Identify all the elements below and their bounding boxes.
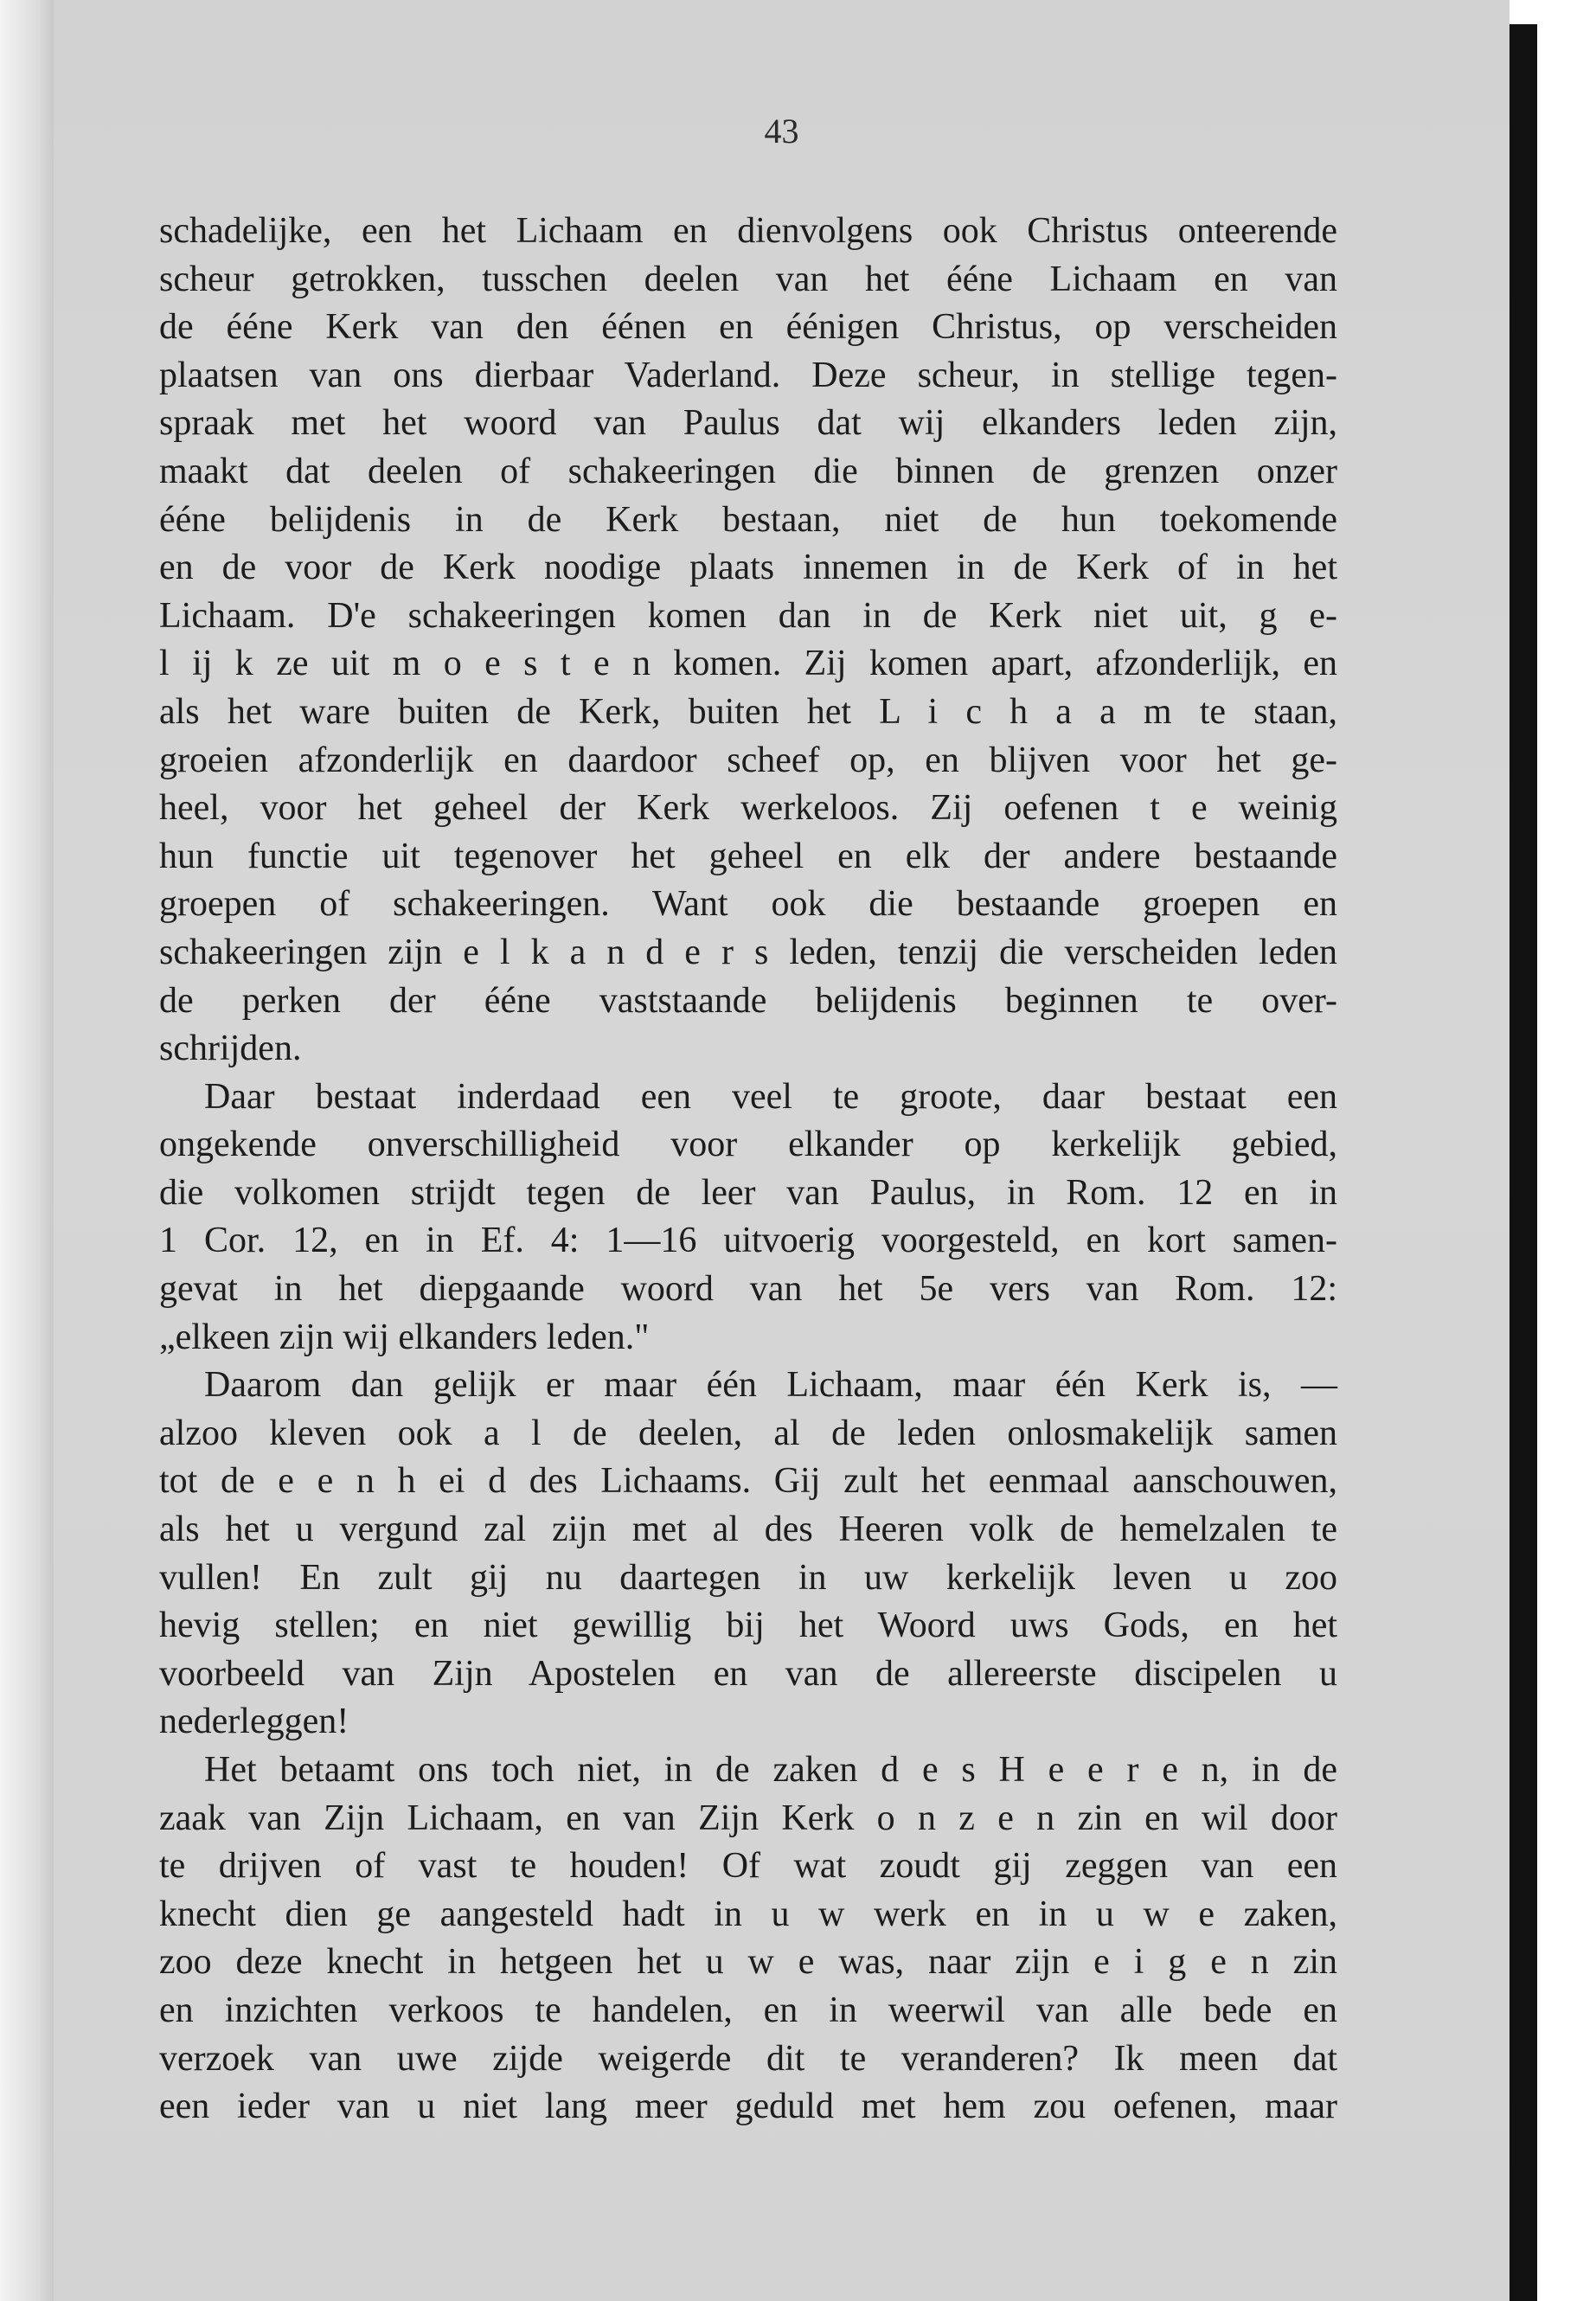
text-line: 1 Cor. 12, en in Ef. 4: 1—16 uitvoerig voorgesteld, en kort samen- [159,1221,1337,1261]
text-line: een ieder van u niet lang meer geduld met hem zou oefenen, maar [159,2086,1337,2127]
body-text [159,208,1337,2131]
text-line: Lichaam. D'e schakeeringen komen dan in de Kerk niet uit, g e- [159,595,1337,636]
book-page [54,0,1509,2301]
paragraph [159,1747,1337,2131]
text-line: „elkeen zijn wij elkanders leden." [159,1317,650,1357]
text-line: scheur getrokken, tusschen deelen van het ééne Lichaam en van [159,259,1337,299]
text-line: nederleggen! [159,1702,349,1742]
scan-border-left [0,0,54,2301]
text-line: verzoek van uwe zijde weigerde dit te veranderen? Ik meen dat [159,2038,1337,2079]
paragraph [159,208,1337,1074]
text-line: heel, voor het geheel der Kerk werkeloos. Zij oefenen t e weinig [159,788,1337,829]
text-line: hun functie uit tegenover het geheel en elk der andere bestaande [159,836,1337,876]
text-line: l ij k ze uit m o e s t e n komen. Zij komen apart, afzonderlijk, en [159,644,1337,684]
text-line: Daar bestaat inderdaad een veel te groote, daar bestaat een [204,1076,1337,1117]
text-line: schadelijke, een het Lichaam en dienvolgens ook Christus onteerende [159,211,1337,251]
text-line: plaatsen van ons dierbaar Vaderland. Deze scheur, in stellige tegen- [159,355,1337,395]
text-line: maakt dat deelen of schakeeringen die binnen de grenzen onzer [159,451,1337,491]
text-line: tot de e e n h ei d des Lichaams. Gij zult het eenmaal aanschouwen, [159,1461,1337,1502]
text-line: als het ware buiten de Kerk, buiten het L i c h a a m te staan, [159,691,1337,732]
text-line: te drijven of vast te houden! Of wat zoudt gij zeggen van een [159,1846,1337,1887]
text-line: en de voor de Kerk noodige plaats innemen in de Kerk of in het [159,548,1337,588]
text-line: Daarom dan gelijk er maar één Lichaam, maar één Kerk is, — [204,1365,1337,1406]
text-line: en inzichten verkoos te handelen, en in weerwil van alle bede en [159,1990,1337,2030]
text-line: vullen! En zult gij nu daartegen in uw kerkelijk leven u zoo [159,1557,1337,1598]
text-line: voorbeeld van Zijn Apostelen en van de allereerste discipelen u [159,1653,1337,1694]
page-number: 43 [764,112,799,151]
text-line: groeien afzonderlijk en daardoor scheef op, en blijven voor het ge- [159,740,1337,780]
text-line: de ééne Kerk van den éénen en éénigen Christus, op verscheiden [159,307,1337,348]
text-line: Het betaamt ons toch niet, in de zaken d e s H e e r e n, in de [204,1750,1337,1790]
paragraph [159,1362,1337,1747]
text-line: ééne belijdenis in de Kerk bestaan, niet de hun toekomende [159,499,1337,540]
paragraph [159,1074,1337,1362]
text-line: zaak van Zijn Lichaam, en van Zijn Kerk o n z e n zin en wil door [159,1798,1337,1838]
text-line: zoo deze knecht in hetgeen het u w e was, naar zijn e i g e n zin [159,1942,1337,1983]
text-line: schakeeringen zijn e l k a n d e r s leden, tenzij die verscheiden leden [159,932,1337,972]
text-line: ongekende onverschilligheid voor elkander op kerkelijk gebied, [159,1125,1337,1165]
text-line: schrijden. [159,1029,302,1069]
text-line: hevig stellen; en niet gewillig bij het Woord uws Gods, en het [159,1606,1337,1646]
text-line: als het u vergund zal zijn met al des Heeren volk de hemelzalen te [159,1509,1337,1550]
text-line: knecht dien ge aangesteld hadt in u w werk en in u w e zaken, [159,1894,1337,1934]
text-line: die volkomen strijdt tegen de leer van Paulus, in Rom. 12 en in [159,1172,1337,1213]
text-line: spraak met het woord van Paulus dat wij elkanders leden zijn, [159,403,1337,444]
text-line: groepen of schakeeringen. Want ook die bestaande groepen en [159,884,1337,925]
scan-edge-bar [1509,24,1537,2301]
text-line: de perken der ééne vaststaande belijdenis beginnen te over- [159,980,1337,1021]
text-line: gevat in het diepgaande woord van het 5e vers van Rom. 12: [159,1269,1337,1310]
text-line: alzoo kleven ook a l de deelen, al de leden onlosmakelijk samen [159,1413,1337,1453]
